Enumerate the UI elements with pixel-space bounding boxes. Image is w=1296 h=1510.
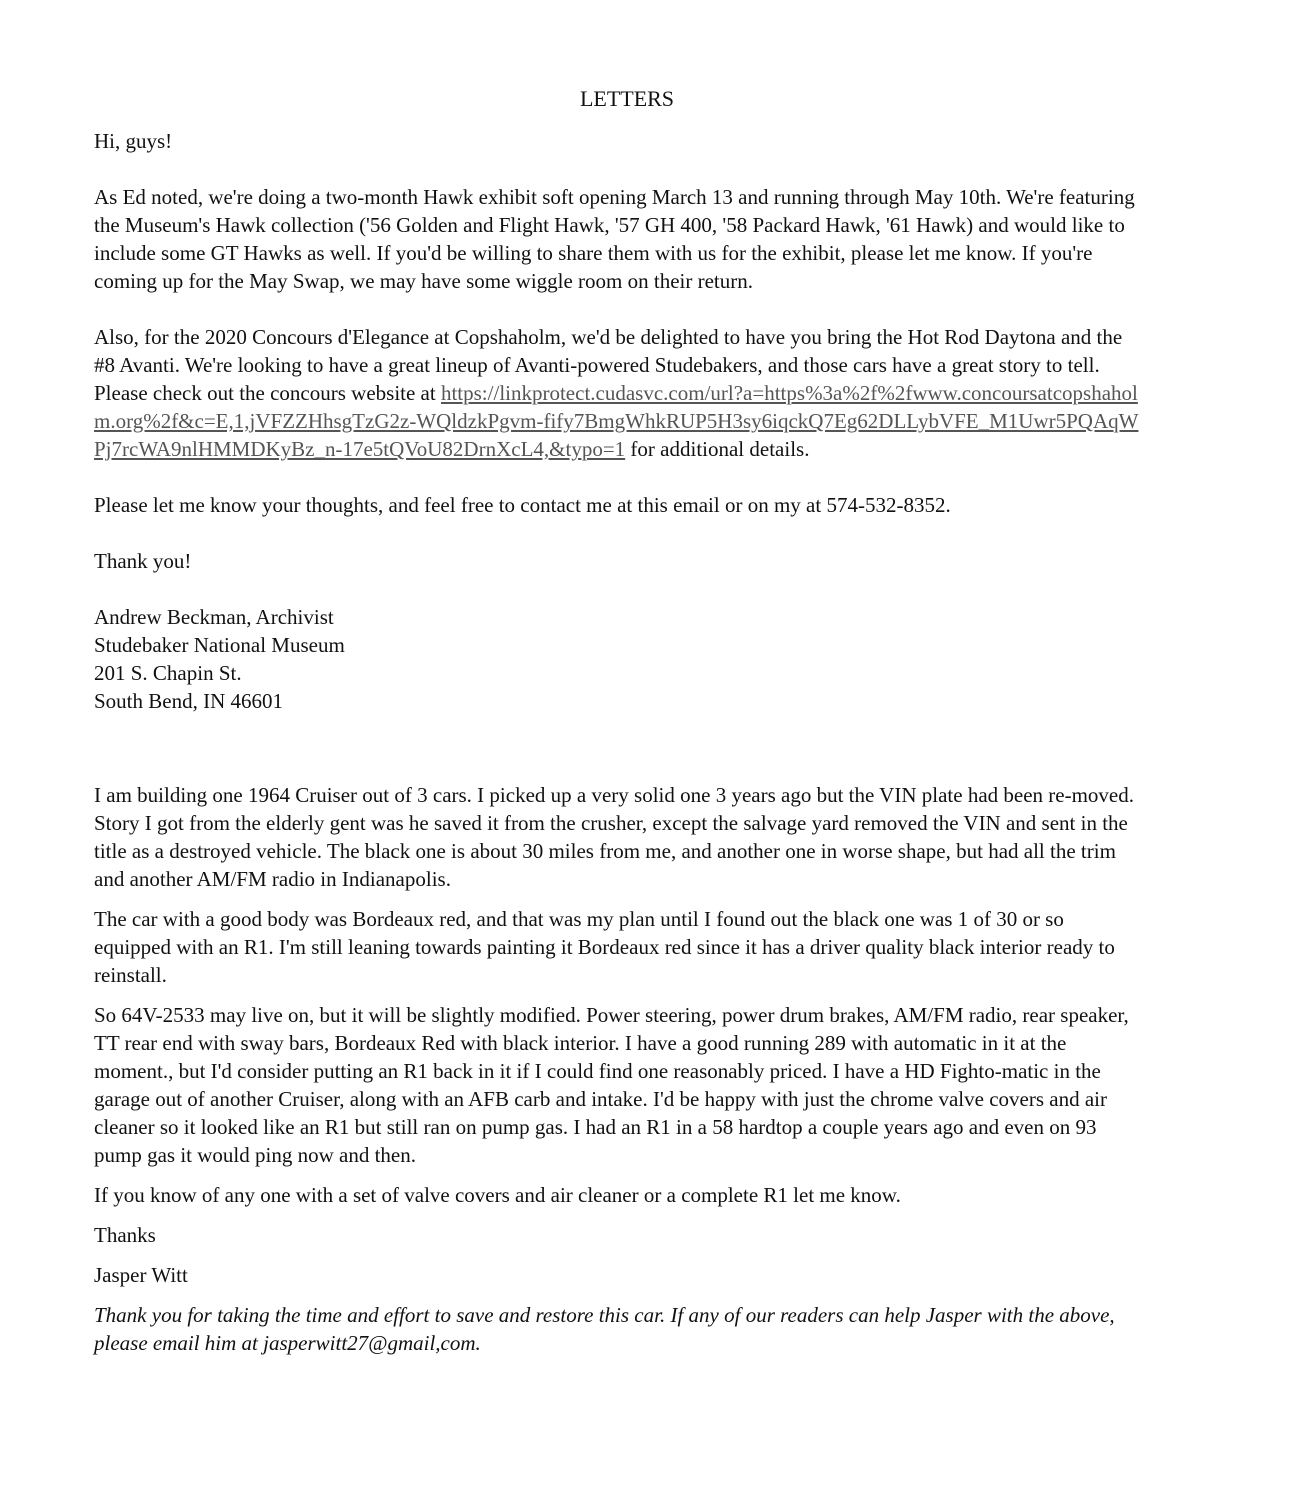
letter1-signature	[94, 603, 1146, 715]
letter1-paragraph-2-tail: for additional details.	[625, 437, 810, 461]
editor-note: Thank you for taking the time and effort to save and restore this car. If any of our readers can help Jasper with the above, please email him at jasperwitt27@gmail,com.	[94, 1303, 1115, 1355]
letter2-paragraph-3: So 64V-2533 may live on, but it will be slightly modified. Power steering, power drum brakes, AM/FM radio, rear speaker, TT rear end with sway bars, Bordeaux Red with black interior. I have a good running 289 with automatic in it at the moment., but I'd consider putting an R1 back in it if I could find one reasonably priced. I have a HD Fighto-matic in the garage out of another Cruiser, along with an AFB carb and intake. I'd be happy with just the chrome valve covers and air cleaner so it looked like an R1 but still ran on pump gas. I had an R1 in a 58 hardtop a couple years ago and even on 93 pump gas it would ping now and then.	[94, 1003, 1129, 1167]
letter1-paragraph-1: As Ed noted, we're doing a two-month Hawk exhibit soft opening March 13 and running through May 10th. We're featuring the Museum's Hawk collection ('56 Golden and Flight Hawk, '57 GH 400, '58 Packard Hawk, '61 Hawk) and would like to include some GT Hawks as well. If you'd be willing to share them with us for the exhibit, please let me know. If you're coming up for the May Swap, we may have some wiggle room on their return.	[94, 185, 1135, 293]
letter1-paragraph-3: Please let me know your thoughts, and feel free to contact me at this email or on my at 574-532-8352.	[94, 493, 951, 517]
concours-website-link[interactable]: https://linkprotect.cudasvc.com/url?a=https%3a%2f%2fwww.concoursatcopshaholm.org%2f&c=E,1,jVFZZHhsgTzG2z-WQldzkPgvm-fify7BmgWhkRUP5H3sy6iqckQ7Eg62DLLybVFE_M1Uwr5PQAqWPj7rcWA9nlHMMDKyBz_n-17e5tQVoU82DrnXcL4,&typo=1	[94, 381, 1139, 461]
letter1-paragraph-2	[94, 323, 1146, 463]
letter2-paragraph-2: The car with a good body was Bordeaux red, and that was my plan until I found out the black one was 1 of 30 or so equipped with an R1. I'm still leaning towards painting it Bordeaux red since it has a driver quality black interior ready to reinstall.	[94, 907, 1115, 987]
letter2-closing: Thanks	[94, 1223, 156, 1247]
page-title: LETTERS	[579, 86, 675, 111]
signature-name: Andrew Beckman, Archivist	[94, 605, 334, 629]
letter1-paragraph-2-text: Also, for the 2020 Concours d'Elegance at Copshaholm, we'd be delighted to have you bring the Hot Rod Daytona and the #8 Avanti. We're looking to have a great lineup of Avanti-powered Studebakers, and those cars have a great story to tell. Please check out the concours website at	[94, 325, 1123, 405]
signature-city: South Bend, IN 46601	[94, 689, 283, 713]
letter2-signature: Jasper Witt	[94, 1263, 188, 1287]
letter2-paragraph-1: I am building one 1964 Cruiser out of 3 cars. I picked up a very solid one 3 years ago but the VIN plate had been re-moved. Story I got from the elderly gent was he saved it from the crusher, except the salvage yard removed the VIN and sent in the title as a destroyed vehicle. The black one is about 30 miles from me, and another one in worse shape, but had all the trim and another AM/FM radio in Indianapolis.	[94, 783, 1134, 891]
letter1-greeting: Hi, guys!	[94, 129, 173, 153]
letter1-closing: Thank you!	[94, 549, 192, 573]
signature-street: 201 S. Chapin St.	[94, 661, 242, 685]
letter2-paragraph-4: If you know of any one with a set of valve covers and air cleaner or a complete R1 let me know.	[94, 1183, 901, 1207]
signature-organization: Studebaker National Museum	[94, 633, 345, 657]
